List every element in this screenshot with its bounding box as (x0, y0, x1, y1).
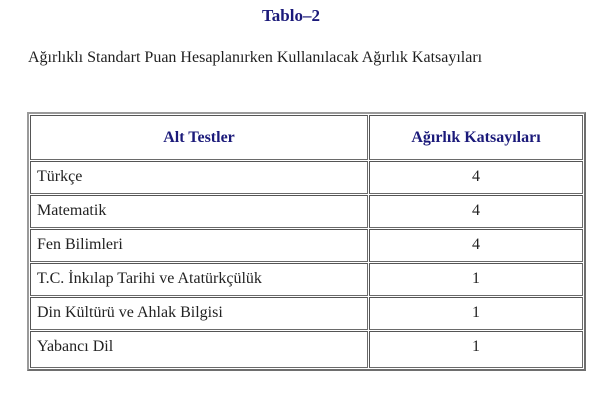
table-row (30, 195, 583, 228)
table-row (30, 263, 583, 296)
column-header-agirlik-katsayilari: Ağırlık Katsayıları (369, 115, 583, 160)
test-name-cell: Fen Bilimleri (30, 229, 368, 262)
weight-value-cell: 1 (369, 297, 583, 330)
weight-value-cell: 4 (369, 229, 583, 262)
table-title: Tablo–2 (262, 6, 320, 25)
test-name-cell: Matematik (30, 195, 368, 228)
test-name-cell: Türkçe (30, 161, 368, 194)
weights-table-frame (27, 112, 586, 371)
weights-table (29, 114, 584, 369)
table-row (30, 297, 583, 330)
test-name-cell: Din Kültürü ve Ahlak Bilgisi (30, 297, 368, 330)
test-name-cell: T.C. İnkılap Tarihi ve Atatürkçülük (30, 263, 368, 296)
weight-value-cell: 4 (369, 195, 583, 228)
table-header-row (30, 115, 583, 160)
test-name-cell: Yabancı Dil (30, 331, 368, 368)
table-row (30, 229, 583, 262)
column-header-alt-testler: Alt Testler (30, 115, 368, 160)
table-row (30, 331, 583, 368)
weight-value-cell: 1 (369, 263, 583, 296)
table-row (30, 161, 583, 194)
weight-value-cell: 4 (369, 161, 583, 194)
table-caption: Ağırlıklı Standart Puan Hesaplanırken Kullanılacak Ağırlık Katsayıları (28, 49, 483, 66)
weight-value-cell: 1 (369, 331, 583, 368)
